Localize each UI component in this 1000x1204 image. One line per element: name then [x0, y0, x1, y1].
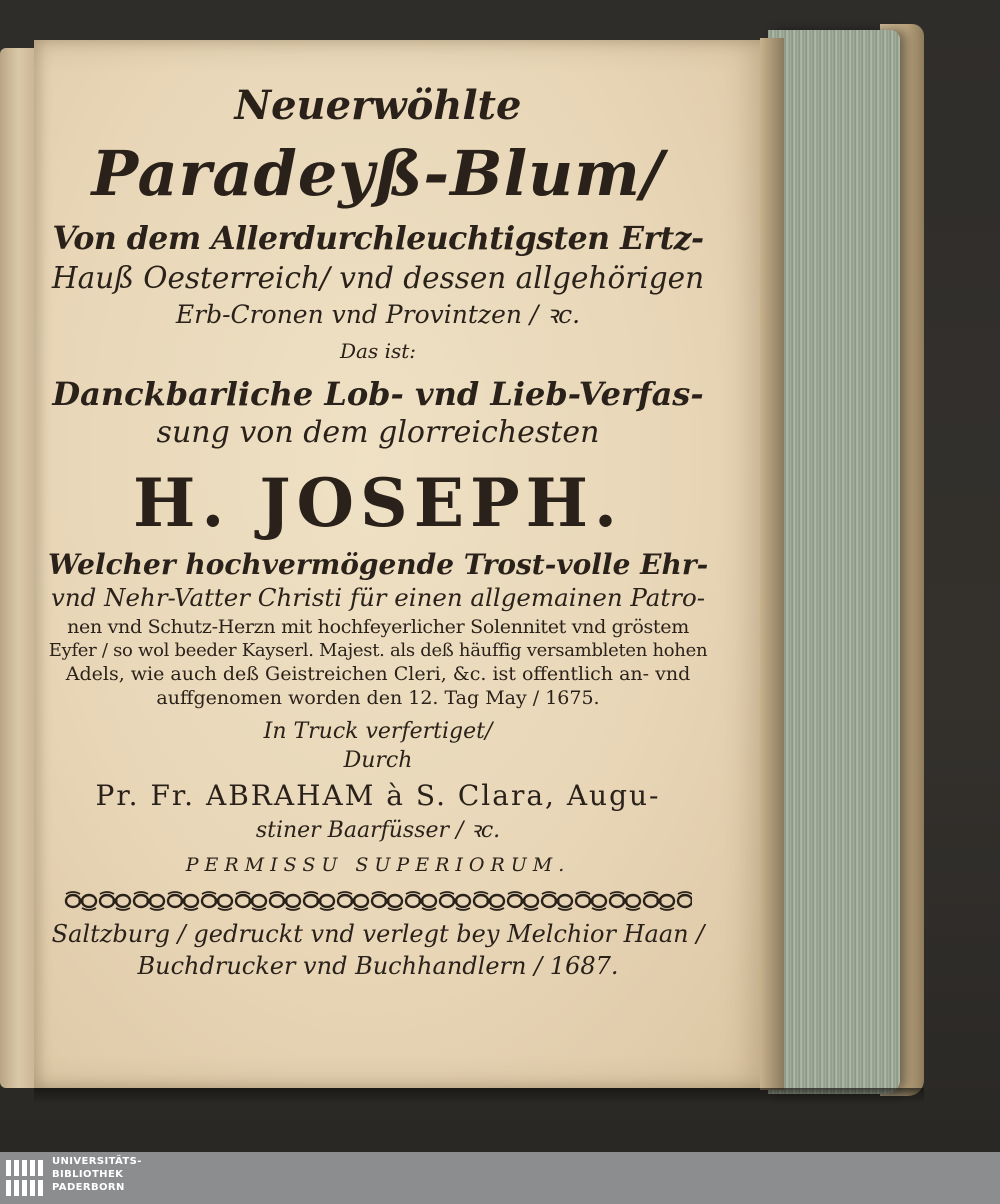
- library-name: [52, 1155, 142, 1194]
- library-name-line-2: BIBLIOTHEK: [52, 1169, 124, 1180]
- fore-edge-pages: [768, 30, 900, 1094]
- ornament-divider-icon: [64, 890, 692, 912]
- printed-note: In Truck verfertiget/: [263, 719, 493, 744]
- description-line-2: vnd Nehr-Vatter Christi für einen allgemainen Patro-: [51, 583, 705, 612]
- description-line-5: Adels, wie auch deß Geistreichen Cleri, &c. ist offentlich an- vnd: [65, 663, 691, 685]
- page-gutter: [760, 38, 784, 1090]
- author-line-2: stiner Baarfüsser / ꝛc.: [255, 818, 501, 843]
- title-line-7: Danckbarliche Lob- vnd Lieb-Verfas-: [52, 375, 704, 413]
- by-label: Durch: [343, 748, 413, 773]
- title-line-3: Von dem Allerdurchleuchtigsten Ertz-: [52, 220, 704, 257]
- permission-note: PERMISSU SUPERIORUM.: [185, 854, 571, 876]
- title-page-text: [48, 78, 708, 980]
- title-line-6: Das ist:: [339, 339, 416, 363]
- author-line-1: Pr. Fr. ABRAHAM à S. Clara, Augu-: [95, 779, 661, 812]
- title-line-1: Neuerwöhlte: [234, 82, 522, 129]
- library-logo-icon: [4, 1156, 48, 1200]
- main-title: Paradeyß-Blum/: [91, 137, 665, 210]
- description-line-4: Eyfer / so wol beeder Kayserl. Majest. als deß häuffig versambleten hohen: [48, 640, 708, 661]
- library-name-line-1: UNIVERSITÄTS-: [52, 1156, 142, 1167]
- description-line-1: Welcher hochvermögende Trost-volle Ehr-: [48, 548, 709, 581]
- title-line-5: Erb-Cronen vnd Provintzen / ꝛc.: [175, 300, 581, 329]
- title-line-4: Hauß Oesterreich/ vnd dessen allgehörigen: [51, 261, 705, 295]
- imprint-line-1: Saltzburg / gedruckt vnd verlegt bey Melchior Haan /: [51, 920, 705, 948]
- description-line-3: nen vnd Schutz-Herzn mit hochfeyerlicher Solennitet vnd gröstem: [67, 616, 689, 638]
- title-line-8: sung von dem glorreichesten: [156, 415, 600, 450]
- library-name-line-3: PADERBORN: [52, 1182, 125, 1193]
- library-footer: [0, 1152, 1000, 1204]
- imprint-line-2: Buchdrucker vnd Buchhandlern / 1687.: [137, 952, 619, 980]
- description-line-6: auffgenomen worden den 12. Tag May / 1675.: [156, 687, 600, 709]
- saint-name: H. JOSEPH.: [133, 464, 623, 542]
- page-shadow: [34, 1088, 924, 1104]
- left-page-edge: [0, 48, 34, 1088]
